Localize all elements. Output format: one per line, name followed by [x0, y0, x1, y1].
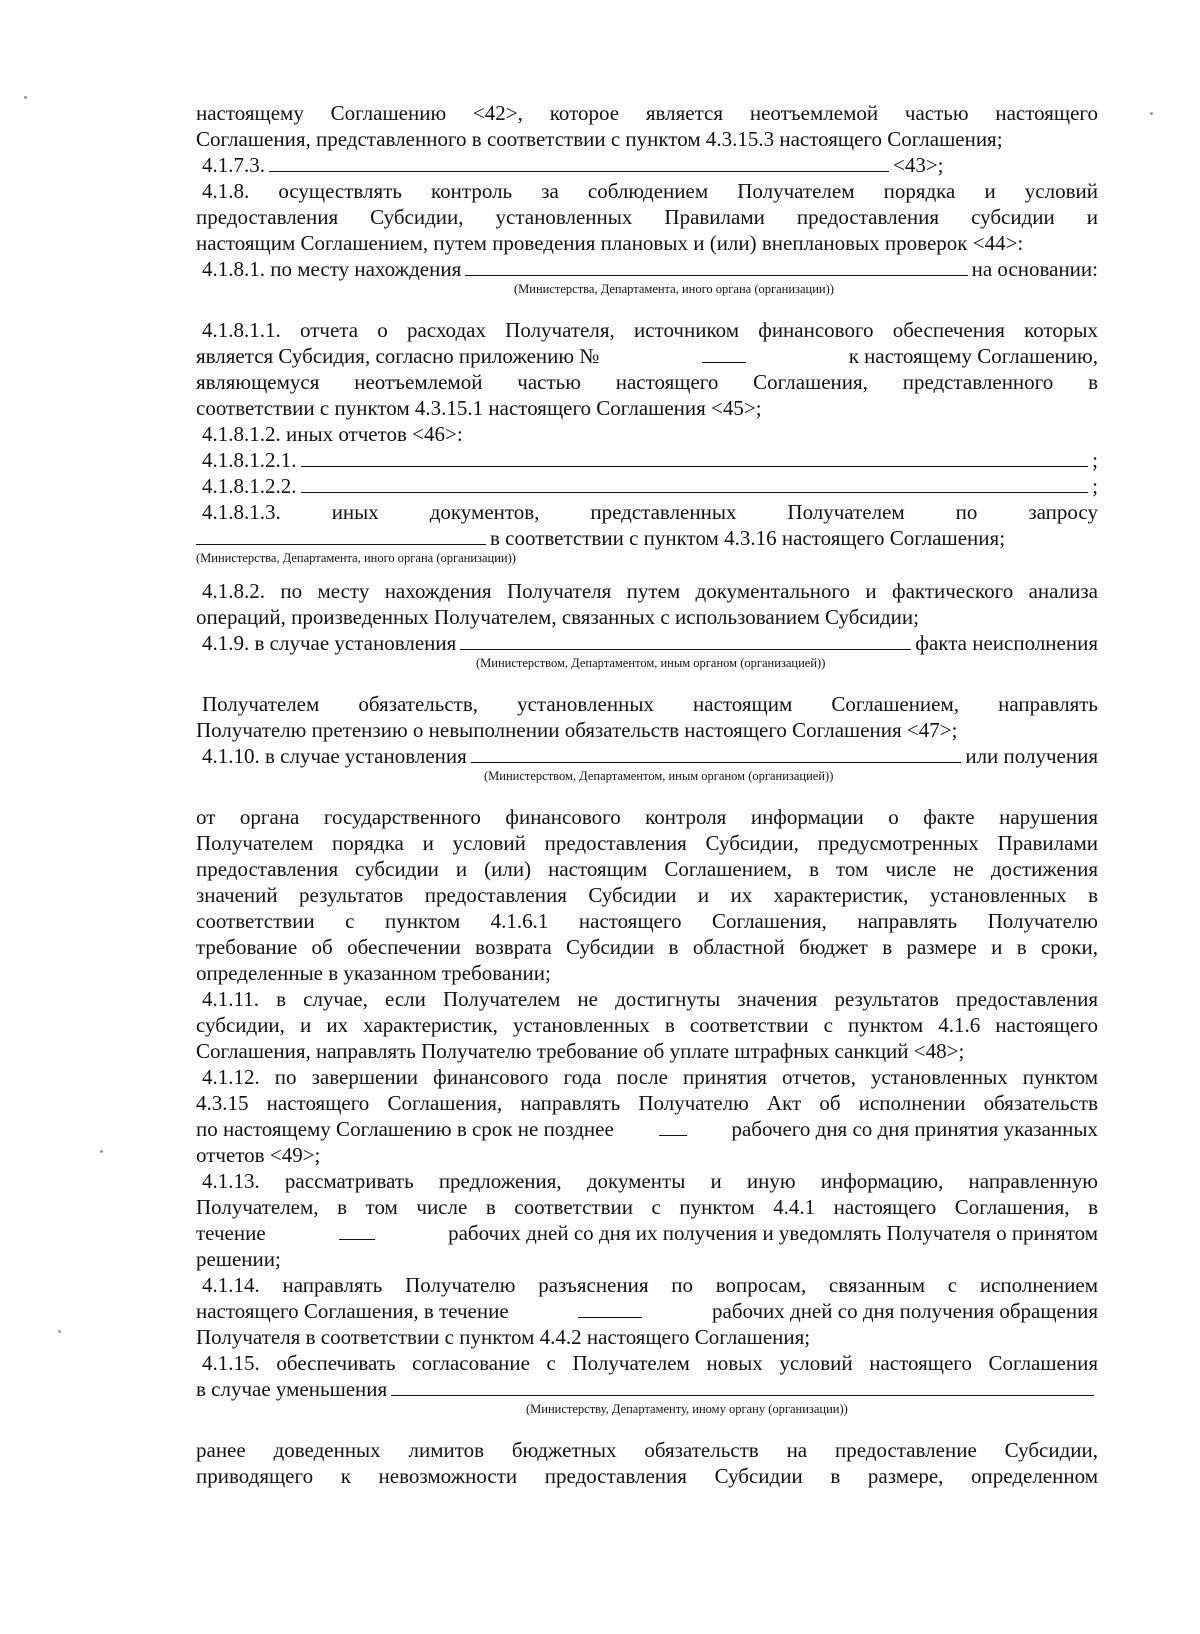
- item-4-1-7-3: [196, 152, 1098, 178]
- paragraph-line: 4.1.8.1.2. иных отчетов <46>:: [202, 422, 463, 446]
- blank-line: [301, 474, 1089, 493]
- paragraph-line: отчетов <49>;: [196, 1143, 321, 1167]
- paragraph-line: значений результатов предоставления Субсидии и их характеристик, установленных в: [196, 883, 1098, 907]
- word: документов,: [429, 500, 540, 524]
- paragraph-line: предоставления субсидии и (или) настоящим Соглашением, в том числе не достижения: [196, 857, 1098, 881]
- text-segment: в случае уменьшения: [196, 1377, 388, 1401]
- blank-line: [659, 1117, 687, 1136]
- paragraph-line: соответствии с пунктом 4.1.6.1 настоящего Соглашения, направлять Получателю: [196, 909, 1098, 933]
- item-4-1-10: [196, 743, 1098, 769]
- paragraph-line: требование об обеспечении возврата Субсидии в областной бюджет в размере и в сроки,: [196, 935, 1098, 959]
- text-segment: в соответствии с пунктом 4.3.16 настоящего Соглашения;: [490, 526, 1006, 550]
- paragraph-line: 4.1.12. по завершении финансового года после принятия отчетов, установленных пунктом: [202, 1065, 1098, 1089]
- word: запросу: [1028, 500, 1098, 524]
- item-4-1-8-1: [196, 256, 1098, 282]
- text-segment: к настоящему Соглашению,: [848, 344, 1098, 368]
- paragraph-line: Получателю претензию о невыполнении обязательств настоящего Соглашения <47>;: [196, 718, 958, 742]
- text-segment: рабочих дней со дня их получения и уведомлять Получателя о принятом: [448, 1221, 1098, 1245]
- item-text: факта неисполнения: [915, 631, 1098, 655]
- word: по: [955, 500, 978, 524]
- paragraph-line: [196, 343, 1098, 369]
- field-caption: (Министерства, Департамента, иного органа (организации)): [196, 551, 516, 565]
- blank-line: [269, 153, 889, 172]
- paragraph-line: предоставления Субсидии, установленных Правилами предоставления субсидии и: [196, 205, 1098, 229]
- paragraph-line: 4.1.8.2. по месту нахождения Получателя путем документального и фактического анализа: [202, 579, 1098, 603]
- paragraph-line: субсидии, и их характеристик, установленных в соответствии с пунктом 4.1.6 настоящего: [196, 1013, 1098, 1037]
- spacer: [196, 784, 1098, 804]
- word: представленных: [590, 500, 737, 524]
- paragraph-line: соответствии с пунктом 4.3.15.1 настоящего Соглашения <45>;: [196, 396, 762, 420]
- text-segment: течение: [196, 1221, 266, 1245]
- blank-line: [471, 744, 962, 763]
- item-4-1-8-1-3: [196, 499, 1098, 525]
- item-text: 4.1.8.1. по месту нахождения: [202, 257, 462, 281]
- item-number: 4.1.8.1.2.2.: [202, 474, 297, 498]
- paragraph-line: [196, 1298, 1098, 1324]
- spacer: [196, 566, 1098, 578]
- word: иных: [331, 500, 379, 524]
- text-segment: рабочих дней со дня получения обращения: [712, 1299, 1098, 1323]
- blank-line: [578, 1299, 642, 1318]
- paragraph-line: [196, 1116, 1098, 1142]
- scan-speck: [100, 1150, 103, 1153]
- paragraph-line: определенные в указанном требовании;: [196, 961, 551, 985]
- item-text: 4.1.10. в случае установления: [202, 744, 467, 768]
- blank-line: [196, 526, 486, 545]
- blank-line: [465, 257, 967, 276]
- item-number: 4.1.8.1.2.1.: [202, 448, 297, 472]
- paragraph-line: 4.1.13. рассматривать предложения, документы и иную информацию, направленную: [202, 1169, 1098, 1193]
- field-caption: (Министерства, Департамента, иного органа (организации)): [514, 282, 834, 296]
- paragraph-line: операций, произведенных Получателем, связанных с использованием Субсидии;: [196, 605, 919, 629]
- paragraph-line: ранее доведенных лимитов бюджетных обязательств на предоставление Субсидии,: [196, 1438, 1098, 1462]
- spacer: [196, 1417, 1098, 1437]
- field-caption: (Министерством, Департаментом, иным органом (организацией)): [484, 769, 834, 783]
- item-4-1-8-1-2-1: [196, 447, 1098, 473]
- paragraph-line: Соглашения, представленного в соответствии с пунктом 4.3.15.3 настоящего Соглашения;: [196, 127, 1003, 151]
- blank-line: [391, 1377, 1094, 1396]
- paragraph-line: являющемуся неотъемлемой частью настоящего Соглашения, представленного в: [196, 370, 1098, 394]
- field-caption: (Министерством, Департаментом, иным органом (организацией)): [476, 656, 826, 670]
- punctuation: ;: [1092, 448, 1098, 472]
- document-page: [196, 100, 1098, 1489]
- punctuation: ;: [1092, 474, 1098, 498]
- scan-speck: [24, 96, 27, 99]
- blank-line: [339, 1221, 375, 1240]
- item-4-1-9: [196, 630, 1098, 656]
- paragraph-line: 4.1.8. осуществлять контроль за соблюдением Получателем порядка и условий: [202, 179, 1098, 203]
- blank-line: [702, 344, 746, 363]
- paragraph-line: Получателем порядка и условий предоставления Субсидии, предусмотренных Правилами: [196, 831, 1098, 855]
- word: 4.1.8.1.3.: [202, 500, 281, 524]
- item-number: 4.1.7.3.: [202, 153, 265, 177]
- blank-line: [301, 448, 1089, 467]
- text-segment: рабочего дня со дня принятия указанных: [731, 1117, 1098, 1141]
- item-text: 4.1.9. в случае установления: [202, 631, 457, 655]
- footnote-ref: <43>;: [893, 153, 944, 177]
- item-text: или получения: [965, 744, 1098, 768]
- scan-speck: [58, 1330, 61, 1333]
- paragraph-line: приводящего к невозможности предоставления Субсидии в размере, определенном: [196, 1464, 1098, 1488]
- paragraph-line: 4.3.15 настоящего Соглашения, направлять Получателю Акт об исполнении обязательств: [196, 1091, 1098, 1115]
- paragraph-line: решении;: [196, 1247, 281, 1271]
- item-text: на основании:: [971, 257, 1098, 281]
- paragraph-line: 4.1.15. обеспечивать согласование с Получателем новых условий настоящего Соглашения: [202, 1351, 1098, 1375]
- paragraph-line: Получателем обязательств, установленных настоящим Соглашением, направлять: [202, 692, 1098, 716]
- paragraph-line: [196, 525, 1098, 551]
- text-segment: является Субсидия, согласно приложению №: [196, 344, 600, 368]
- paragraph-line: 4.1.14. направлять Получателю разъяснения по вопросам, связанным с исполнением: [202, 1273, 1098, 1297]
- item-4-1-8-1-2-2: [196, 473, 1098, 499]
- paragraph-line: Соглашения, направлять Получателю требование об уплате штрафных санкций <48>;: [196, 1039, 965, 1063]
- paragraph-line: [196, 1220, 1098, 1246]
- scan-speck: [1150, 112, 1153, 115]
- text-segment: по настоящему Соглашению в срок не позднее: [196, 1117, 614, 1141]
- paragraph-line: настоящему Соглашению <42>, которое является неотъемлемой частью настоящего: [196, 101, 1098, 125]
- paragraph-line: 4.1.8.1.1. отчета о расходах Получателя, источником финансового обеспечения которых: [202, 318, 1098, 342]
- text-segment: настоящего Соглашения, в течение: [196, 1299, 509, 1323]
- word: Получателем: [787, 500, 905, 524]
- blank-line: [460, 631, 911, 650]
- item-4-1-15-blank: [196, 1376, 1098, 1402]
- spacer: [196, 671, 1098, 691]
- paragraph-line: Получателя в соответствии с пунктом 4.4.2 настоящего Соглашения;: [196, 1325, 811, 1349]
- paragraph-line: настоящим Соглашением, путем проведения плановых и (или) внеплановых проверок <44>:: [196, 231, 1024, 255]
- field-caption: (Министерству, Департаменту, иному органу (организации)): [526, 1402, 848, 1416]
- spacer: [196, 297, 1098, 317]
- paragraph-line: Получателем, в том числе в соответствии с пунктом 4.4.1 настоящего Соглашения, в: [196, 1195, 1098, 1219]
- paragraph-line: 4.1.11. в случае, если Получателем не достигнуты значения результатов предоставления: [202, 987, 1098, 1011]
- paragraph-line: от органа государственного финансового контроля информации о факте нарушения: [196, 805, 1098, 829]
